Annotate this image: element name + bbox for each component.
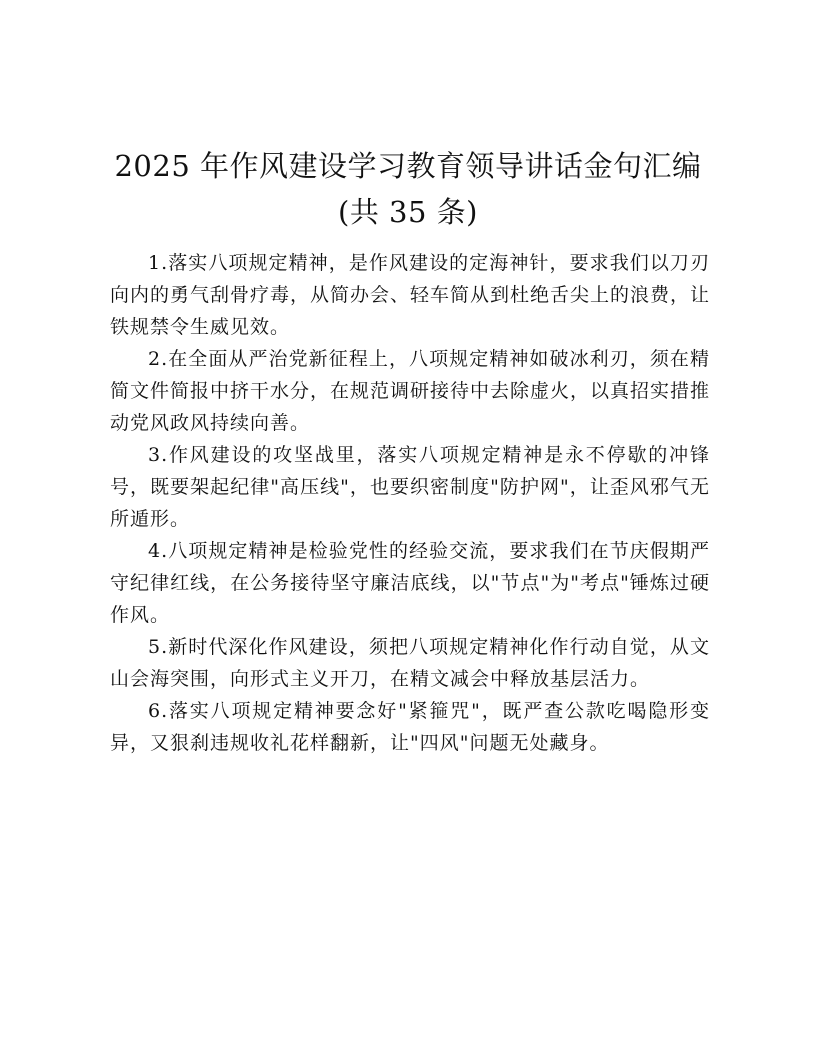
title-line-2: (共 35 条) (338, 195, 478, 229)
quote-item-5: 5.新时代深化作风建设，须把八项规定精神化作行动自觉，从文山会海突围，向形式主义开刀，在精文减会中释放基层活力。 (110, 636, 710, 690)
quote-item-3: 3.作风建设的攻坚战里，落实八项规定精神是永不停歇的冲锋号，既要架起纪律"高压线"，也要织密制度"防护网"，让歪风邪气无所遁形。 (110, 444, 710, 530)
quote-item-6: 6.落实八项规定精神要念好"紧箍咒"，既严查公款吃喝隐形变异，又狠刹违规收礼花样翻新，让"四风"问题无处藏身。 (110, 700, 710, 754)
document-body (110, 247, 710, 759)
document-title (100, 143, 716, 235)
quote-item-2: 2.在全面从严治党新征程上，八项规定精神如破冰利刃，须在精简文件简报中挤干水分，在规范调研接待中去除虚火，以真招实措推动党风政风持续向善。 (110, 348, 711, 434)
quote-item-1: 1.落实八项规定精神，是作风建设的定海神针，要求我们以刀刃向内的勇气刮骨疗毒，从简办会、轻车简从到杜绝舌尖上的浪费，让铁规禁令生威见效。 (110, 252, 711, 338)
title-line-1: 2025 年作风建设学习教育领导讲话金句汇编 (114, 149, 702, 183)
quote-item-4: 4.八项规定精神是检验党性的经验交流，要求我们在节庆假期严守纪律红线，在公务接待坚守廉洁底线，以"节点"为"考点"锤炼过硬作风。 (110, 540, 710, 626)
